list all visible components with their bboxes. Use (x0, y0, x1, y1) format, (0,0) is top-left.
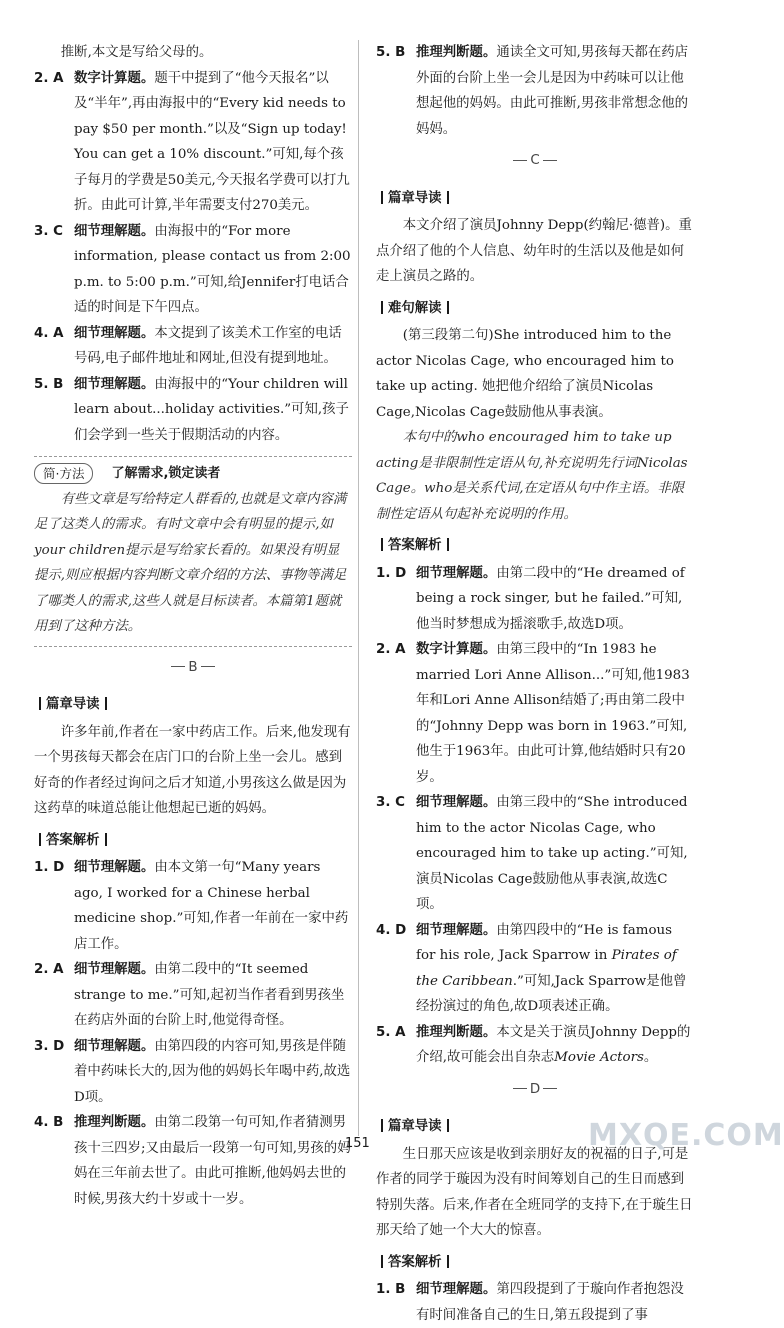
answer-item-b5: 5. B 推理判断题。通读全文可知,男孩每天都在药店外面的台阶上坐一会儿是因为中药味可以让他想起他的妈妈。由此可推断,男孩非常想念他的妈妈。 (376, 45, 689, 137)
guide-label-b: 篇章导读 (34, 692, 112, 718)
difficult-label-c: 难句解读 (376, 296, 454, 322)
answer-label-c: 答案解析 (376, 533, 454, 559)
answer-item-a4: 4. A 细节理解题。本文提到了该美术工作室的电话号码,电子邮件地址和网址,但没有提到地址。 (34, 325, 342, 366)
guide-text-b: 许多年前,作者在一家中药店工作。后来,他发现有一个男孩每天都会在店门口的台阶上坐一会儿。感到好奇的作者经过询问之后才知道,小男孩这么做是因为这药草的味道总能让他想起已逝的妈妈。 (34, 724, 351, 816)
guide-label-c: 篇章导读 (376, 186, 454, 212)
method-tag: 简·方法 (34, 463, 93, 484)
answer-item-b3: 3. D 细节理解题。由第四段的内容可知,男孩是伴随着中药味长大的,因为他的妈妈长年喝中药,故选D项。 (34, 1038, 351, 1105)
answer-item-a3: 3. C 细节理解题。由海报中的“For more information, please contact us from 2:00 p.m. to 5:00 p.m.”可知,给Jennifer打电话合适的时间是下午四点。 (34, 223, 351, 315)
method-title: 了解需求,锁定读者 (111, 466, 221, 481)
answer-item-d1: 1. B 细节理解题。第四段提到了于璇向作者抱怨没有时间准备自己的生日,第五段提到了事 (376, 1282, 684, 1323)
section-divider-d: D (376, 1077, 694, 1103)
answer-item-c4: 4. D 细节理解题。由第四段中的“He is famous for his role, Jack Sparrow in Pirates of the Caribbean.”可知,Jack Sparrow是他曾经扮演过的角色,故D项表述正确。 (376, 922, 687, 1014)
answer-item-b1: 1. D 细节理解题。由本文第一句“Many years ago, I worked for a Chinese herbal medicine shop.”可知,作者一年前在一家中药店工作。 (34, 860, 349, 952)
guide-label-d: 篇章导读 (376, 1114, 454, 1140)
answer-label-b: 答案解析 (34, 828, 112, 854)
intro-text: 推断,本文是写给父母的。 (60, 45, 213, 60)
answer-item-b2: 2. A 细节理解题。由第二段中的“It seemed strange to me.”可知,起初当作者看到男孩坐在药店外面的台阶上时,他觉得奇怪。 (34, 962, 345, 1028)
section-divider-b: B (34, 655, 352, 681)
answer-item-c3: 3. C 细节理解题。由第三段中的“She introduced him to the actor Nicolas Cage, who encouraged him to take up acting.”可知,演员Nicolas Cage鼓励他从事表演,故选C项。 (376, 795, 688, 912)
difficult-text-c: (第三段第二句)She introduced him to the actor Nicolas Cage, who encouraged him to take up acting. 她把他介绍给了演员Nicolas Cage,Nicolas Cage鼓励他从事表演。 (376, 328, 674, 420)
guide-text-c: 本文介绍了演员Johnny Depp(约翰尼·德普)。重点介绍了他的个人信息、幼年时的生活以及他是如何走上演员之路的。 (376, 218, 692, 284)
page-number: 151 (345, 1136, 370, 1151)
method-header (34, 461, 352, 487)
answer-item-c2: 2. A 数字计算题。由第三段中的“In 1983 he married Lori Anne Allison...”可知,他1983年和Lori Anne Allison结婚了;再由第二段中的“Johnny Depp was born in 1963.”可知,他生于1963年。由此可计算,他结婚时只有20岁。 (376, 642, 690, 785)
left-column (34, 40, 352, 1212)
answer-item-a2: 2. A 数字计算题。题干中提到了“他今天报名”以及“半年”,再由海报中的“Every kid needs to pay $50 per month.”以及“Sign up today! You can get a 10% discount.”可知,每个孩子每月的学费是50美元,今天报名学费可以打九折。由此可计算,半年需要支付270美元。 (34, 70, 350, 213)
watermark-logo: MXQE.COM (588, 1118, 784, 1153)
column-divider (358, 40, 359, 1136)
answer-item-a5: 5. B 细节理解题。由海报中的“Your children will learn about...holiday activities.”可知,孩子们会学到一些关于假期活动的内容。 (34, 376, 349, 443)
answer-item-c1: 1. D 细节理解题。由第二段中的“He dreamed of being a rock singer, but he failed.”可知,他当时梦想成为摇滚歌手,故选D项。 (376, 565, 685, 632)
method-box (34, 456, 352, 647)
section-divider-c: C (376, 148, 694, 174)
grammar-note-c: 本句中的who encouraged him to take up acting是非限制性定语从句,补充说明先行词Nicolas Cage。who是关系代词,在定语从句中作主语。非限制性定语从句起补充说明的作用。 (376, 430, 688, 522)
answer-item-b4: 4. B 推理判断题。由第二段第一句可知,作者猜测男孩十三四岁;又由最后一段第一句可知,男孩的妈妈在三年前去世了。由此可推断,他妈妈去世的时候,男孩大约十岁或十一岁。 (34, 1115, 351, 1207)
guide-text-d: 生日那天应该是收到亲朋好友的祝福的日子,可是作者的同学于璇因为没有时间筹划自己的生日而感到特别失落。后来,作者在全班同学的支持下,在于璇生日那天给了她一个大大的惊喜。 (376, 1146, 693, 1238)
answer-label-d: 答案解析 (376, 1250, 454, 1276)
method-text: 有些文章是写给特定人群看的,也就是文章内容满足了这类人的需求。有时文章中会有明显的提示,如your children提示是写给家长看的。如果没有明显提示,则应根据内容判断文章介绍的方法、事物等满足了哪类人的需求,这些人就是目标读者。本篇第1题就用到了这种方法。 (34, 491, 347, 634)
answer-item-c5: 5. A 推理判断题。本文是关于演员Johnny Depp的介绍,故可能会出自杂志Movie Actors。 (376, 1024, 691, 1065)
